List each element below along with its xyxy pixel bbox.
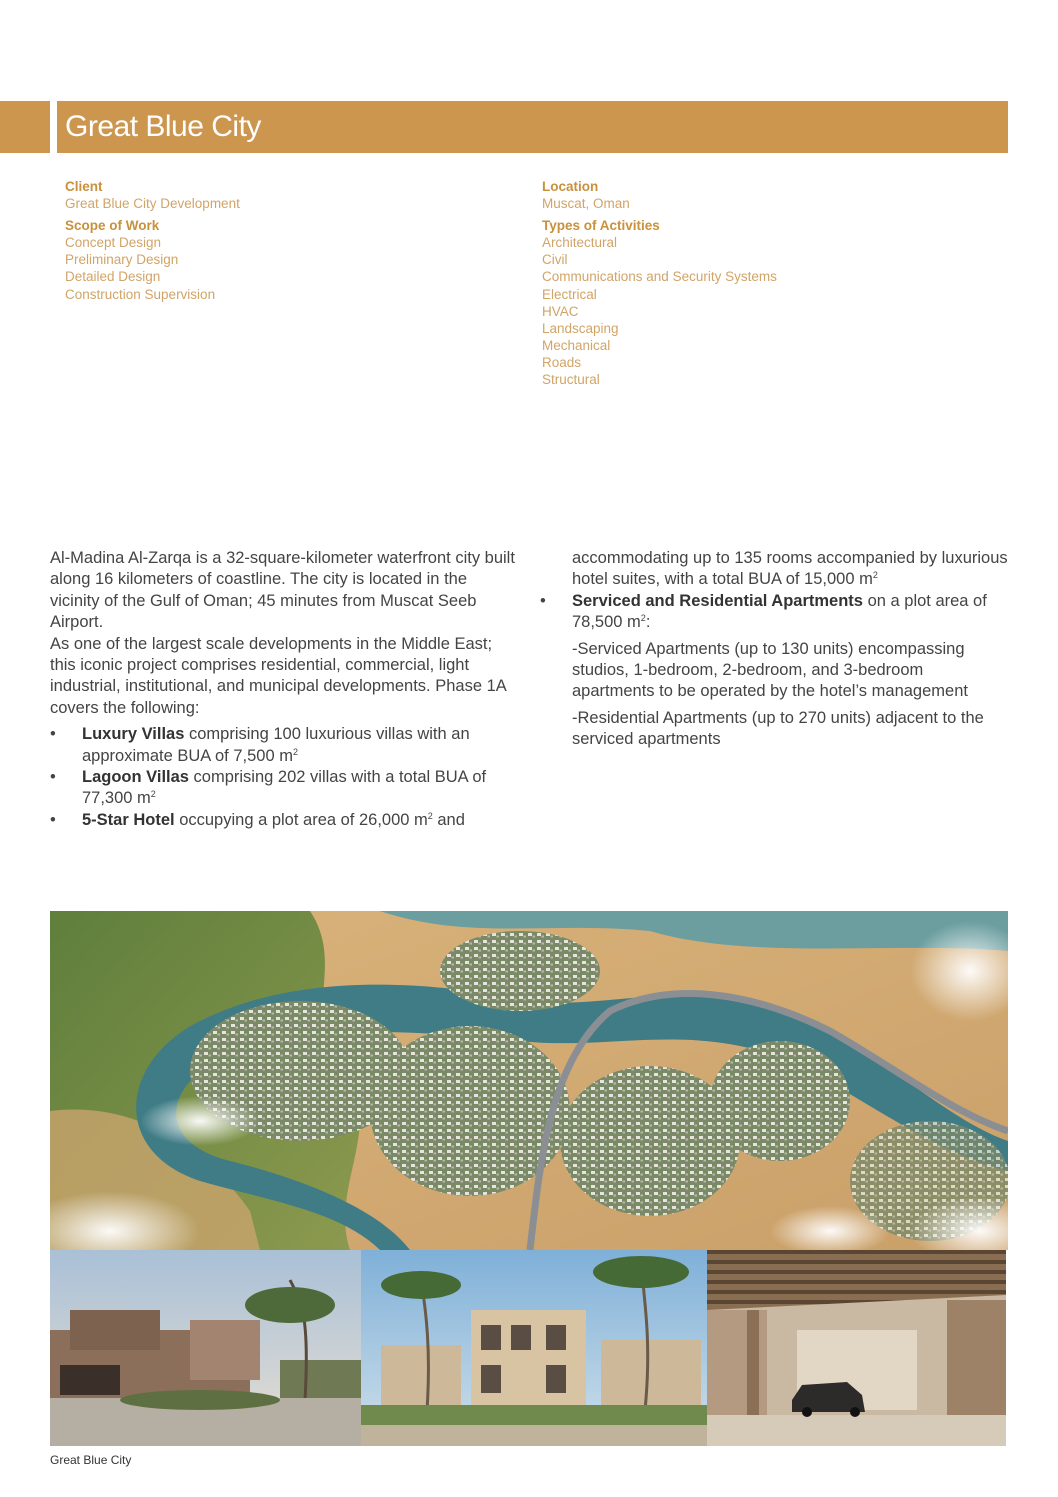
body-left-column (50, 548, 520, 831)
hotel-entrance-render-image (707, 1250, 1006, 1446)
bullet: • (50, 725, 56, 744)
serviced-apartments-text: -Serviced Apartments (up to 130 units) encompassing studios, 1-bedroom, 2-bedroom, and 3-bedroom apartments to be operated by the hotel’s management (572, 639, 968, 701)
phase-list-cont (540, 591, 1010, 634)
superscript: 2 (640, 613, 646, 624)
aerial-masterplan-image (50, 911, 1008, 1250)
aerial-illustration (50, 911, 1008, 1250)
item-text: comprising 100 luxurious villas with an approximate BUA of 7,500 m (82, 725, 470, 765)
hotel-continued (540, 548, 1010, 591)
title-bar-gap (50, 101, 57, 153)
activity-item: Architectural (542, 235, 618, 251)
item-title: 5-Star Hotel (82, 810, 175, 829)
item-text: accommodating up to 135 rooms accompanied by luxurious hotel suites, with a total BUA of 15,000 m (572, 549, 1008, 589)
location-value: Muscat, Oman (542, 196, 630, 212)
body-right-column (540, 548, 1010, 751)
list-item (50, 767, 520, 810)
activity-item: Mechanical (542, 337, 611, 353)
activity-item: HVAC (542, 303, 579, 319)
list-item (50, 724, 520, 767)
client-label: Client (65, 179, 103, 194)
scope-label: Scope of Work (65, 218, 160, 234)
activities-label: Types of Activities (542, 218, 660, 234)
item-text: comprising 202 villas with a total BUA of 77,300 m (82, 768, 487, 808)
item-title: Serviced and Residential Apartments (572, 591, 863, 610)
villa-illustration (50, 1250, 361, 1446)
bullet: • (50, 768, 56, 787)
intro-paragraph: As one of the largest scale developments in the Middle East; this iconic project comprises residential, commercial, light industrial, institutional, and municipal developments. Phase 1A covers the following: (50, 634, 506, 717)
superscript: 2 (427, 810, 433, 821)
bullet: • (540, 591, 546, 610)
item-text: occupying a plot area of 26,000 m (174, 810, 428, 829)
scope-item: Preliminary Design (65, 252, 179, 268)
residential-apartments-text: -Residential Apartments (up to 270 units) adjacent to the serviced apartments (572, 708, 984, 749)
image-caption: Great Blue City (50, 1453, 132, 1467)
superscript: 2 (292, 746, 298, 757)
item-title: Lagoon Villas (82, 768, 189, 787)
list-item (540, 591, 1010, 634)
scope-item: Construction Supervision (65, 286, 216, 302)
item-title: Luxury Villas (82, 725, 185, 744)
activity-item: Landscaping (542, 320, 619, 336)
superscript: 2 (872, 570, 878, 581)
phase-list (50, 724, 520, 831)
activity-item: Structural (542, 372, 600, 388)
item-text: on a plot area of 78,500 m (572, 591, 987, 632)
client-value: Great Blue City Development (65, 196, 240, 212)
superscript: 2 (150, 789, 156, 800)
page-title: Great Blue City (65, 110, 261, 143)
townhouses-illustration (361, 1250, 707, 1446)
item-text: and (432, 810, 465, 829)
info-left (65, 178, 240, 303)
activity-item: Civil (542, 252, 568, 268)
scope-item: Concept Design (65, 235, 162, 251)
activity-item: Communications and Security Systems (542, 269, 777, 285)
hotel-illustration (707, 1250, 1006, 1446)
list-item (50, 810, 520, 831)
intro-paragraph: Al-Madina Al-Zarqa is a 32-square-kilometer waterfront city built along 16 kilometers of coastline. The city is located in the vicinity of the Gulf of Oman; 45 minutes from Muscat Seeb Airport. (50, 549, 515, 632)
scope-item: Detailed Design (65, 269, 161, 285)
villa-render-image (50, 1250, 361, 1446)
activity-item: Electrical (542, 286, 597, 302)
item-text: : (645, 613, 651, 632)
location-label: Location (542, 179, 599, 194)
info-right (542, 178, 777, 388)
lagoon-villas-render-image (361, 1250, 707, 1446)
bullet: • (50, 810, 56, 829)
activity-item: Roads (542, 354, 582, 370)
